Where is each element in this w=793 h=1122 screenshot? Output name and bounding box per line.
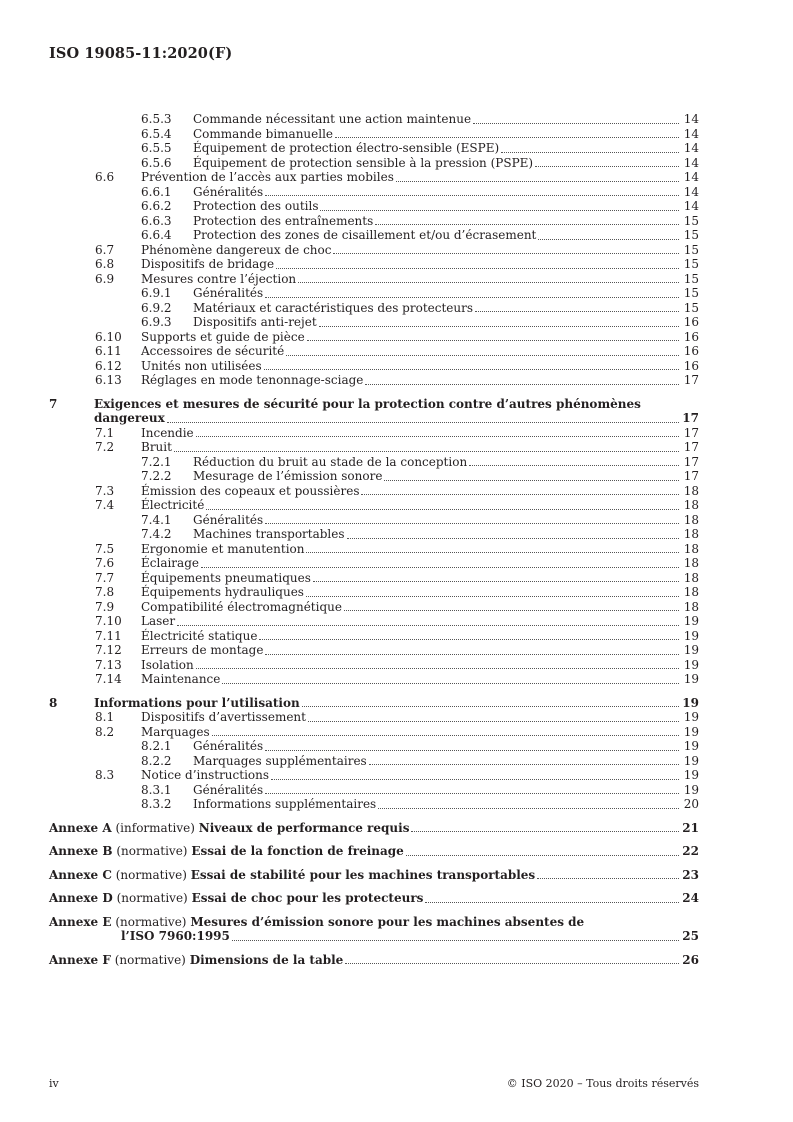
toc-entry[interactable] [49, 199, 699, 214]
spacer [49, 906, 699, 915]
toc-entry[interactable] [49, 739, 699, 754]
toc-title: Incendie [141, 425, 194, 440]
toc-title: Généralités [193, 184, 264, 199]
toc-page: 19 [683, 628, 699, 643]
dot-leader [167, 422, 679, 423]
toc-page: 14 [683, 126, 699, 141]
toc-title: Erreurs de montage [141, 643, 264, 657]
dot-leader [378, 808, 679, 809]
annex-title: l’ISO 7960:1995 [121, 929, 230, 943]
dot-leader [411, 831, 679, 832]
toc-title: Commande nécessitant une action maintenue [193, 112, 472, 126]
toc-entry[interactable] [49, 614, 699, 629]
toc-entry[interactable] [49, 725, 699, 740]
toc-page: 18 [683, 585, 699, 599]
toc-number: 7.10 [95, 614, 122, 628]
spacer [49, 388, 699, 397]
dot-leader [473, 123, 679, 124]
toc-title: Généralités [193, 739, 264, 753]
toc-title: Maintenance [141, 672, 221, 686]
toc-entry[interactable] [49, 344, 699, 359]
toc-number: 6.6 [95, 170, 115, 184]
toc-title: Équipement de protection électro-sensible (ESPE) [193, 141, 500, 155]
toc-page: 18 [683, 512, 699, 527]
dot-leader [535, 166, 679, 167]
toc-entry[interactable] [49, 127, 699, 142]
toc-page: 17 [682, 411, 699, 425]
toc-entry[interactable] [49, 754, 699, 769]
spacer [49, 835, 699, 844]
dot-leader [302, 706, 679, 707]
toc-title: Protection des outils [193, 199, 319, 213]
toc-title: Phénomène dangereux de choc [141, 242, 332, 257]
dot-leader [345, 963, 679, 964]
toc-number: 7.4.1 [141, 512, 172, 527]
toc-number: 6.6.4 [141, 228, 172, 242]
toc-page: 20 [683, 797, 699, 811]
toc-entry[interactable] [49, 658, 699, 673]
toc-title: Matériaux et caractéristiques des protecteurs [193, 300, 474, 315]
toc-title: Mesures contre l’éjection [141, 271, 297, 286]
toc-entry[interactable] [49, 585, 699, 600]
toc-number: 8 [49, 695, 58, 710]
toc-page: 18 [683, 541, 699, 556]
toc-page: 18 [683, 556, 699, 570]
toc-title: Machines transportables [193, 527, 345, 541]
dot-leader [344, 610, 679, 611]
toc-number: 7.4 [95, 498, 115, 512]
dot-leader [286, 355, 679, 356]
toc-page: 14 [683, 199, 699, 213]
toc-number: 7.6 [95, 556, 115, 570]
toc-entry[interactable] [49, 527, 699, 542]
dot-leader [232, 940, 679, 941]
toc-entry[interactable] [49, 768, 699, 783]
toc-page: 18 [683, 570, 699, 585]
toc-number: 8.3.2 [141, 797, 172, 811]
toc-number: 7.14 [95, 672, 122, 686]
dot-leader [369, 764, 679, 765]
toc-number: 6.6.3 [141, 213, 172, 228]
toc-title: Commande bimanuelle [193, 126, 334, 141]
toc-page: 15 [683, 242, 699, 257]
toc-page: 16 [683, 344, 699, 358]
toc-number: 7.2 [95, 440, 115, 454]
toc-page: 14 [683, 141, 699, 155]
dot-leader [222, 683, 679, 684]
toc-annex-f[interactable] [49, 953, 699, 968]
dot-leader [276, 268, 679, 269]
toc-entry[interactable] [49, 783, 699, 798]
toc-number: 7.5 [95, 541, 115, 556]
dot-leader [174, 451, 679, 452]
dot-leader [469, 465, 679, 466]
toc-number: 6.11 [95, 344, 122, 358]
toc-number: 6.9.3 [141, 315, 172, 329]
toc-page: 14 [683, 170, 699, 184]
copyright-notice: © ISO 2020 – Tous droits réservés [506, 1077, 699, 1090]
toc-page: 16 [683, 329, 699, 344]
toc-entry[interactable] [49, 286, 699, 301]
annex-title: Dimensions de la table [189, 952, 344, 967]
annex-label: Annexe F [49, 952, 111, 967]
dot-leader [313, 581, 679, 582]
toc-page: 17 [683, 440, 699, 454]
toc-title: Marquages supplémentaires [193, 753, 367, 768]
dot-leader [259, 639, 679, 640]
toc-page: 14 [683, 184, 699, 199]
toc-number: 6.5.5 [141, 141, 172, 155]
toc-title: Émission des copeaux et poussières [141, 483, 360, 498]
toc-section-8[interactable] [49, 696, 699, 711]
toc-number: 8.2.2 [141, 753, 172, 768]
dot-leader [307, 340, 679, 341]
toc-page: 17 [683, 373, 699, 387]
toc-page: 19 [683, 657, 699, 672]
annex-label: Annexe A [49, 820, 112, 835]
toc-entry[interactable] [49, 141, 699, 156]
toc-title: Électricité [141, 498, 205, 512]
toc-entry[interactable] [49, 214, 699, 229]
toc-page: 19 [683, 614, 699, 628]
dot-leader [212, 735, 679, 736]
annex-label: Annexe B [49, 844, 113, 858]
toc-entry[interactable] [49, 440, 699, 455]
toc-entry[interactable] [49, 710, 699, 725]
table-of-contents [49, 112, 699, 967]
toc-page: 19 [683, 643, 699, 657]
toc-number: 7 [49, 396, 58, 411]
page-number: iv [49, 1077, 59, 1090]
toc-entry[interactable] [49, 156, 699, 171]
dot-leader [264, 369, 679, 370]
toc-number: 6.5.6 [141, 155, 172, 170]
document-id-header: ISO 19085-11:2020(F) [49, 45, 233, 62]
annex-label: Annexe D [49, 891, 113, 905]
toc-number: 8.3 [95, 768, 115, 782]
toc-entry[interactable] [49, 228, 699, 243]
toc-entry[interactable] [49, 469, 699, 484]
toc-number: 7.1 [95, 425, 115, 440]
toc-annex-a[interactable] [49, 821, 699, 836]
annex-label: Annexe C [49, 867, 112, 882]
toc-number: 6.9.1 [141, 286, 172, 300]
dot-leader [298, 282, 679, 283]
toc-title: Généralités [193, 286, 264, 300]
toc-page: 15 [683, 228, 699, 242]
toc-number: 6.8 [95, 257, 115, 271]
toc-page: 19 [683, 768, 699, 782]
toc-title: Marquages [141, 724, 210, 739]
toc-page: 16 [683, 358, 699, 373]
toc-entry[interactable] [49, 330, 699, 345]
toc-entry[interactable] [49, 498, 699, 513]
toc-number: 6.5.3 [141, 112, 172, 126]
annex-title: Niveaux de performance requis [198, 820, 410, 835]
toc-number: 7.2.1 [141, 454, 172, 469]
toc-entry[interactable] [49, 301, 699, 316]
toc-number: 6.12 [95, 358, 122, 373]
toc-page: 15 [683, 271, 699, 286]
toc-title: Ergonomie et manutention [141, 541, 305, 556]
toc-page: 17 [683, 469, 699, 483]
dot-leader [196, 668, 679, 669]
annex-type: (normative) [116, 844, 188, 858]
toc-title: Unités non utilisées [141, 358, 262, 373]
dot-leader [347, 538, 679, 539]
toc-annex-e-cont[interactable] [49, 929, 699, 944]
toc-entry[interactable] [49, 112, 699, 127]
toc-number: 8.3.1 [141, 782, 172, 797]
toc-number: 7.13 [95, 657, 122, 672]
annex-title: Mesures d’émission sonore pour les machines absentes de [190, 914, 585, 929]
toc-page: 18 [683, 498, 699, 512]
toc-entry[interactable] [49, 373, 699, 388]
toc-title: Notice d’instructions [141, 768, 270, 782]
toc-page: 18 [683, 483, 699, 498]
toc-page: 17 [683, 425, 699, 440]
toc-number: 6.7 [95, 242, 115, 257]
toc-title: Exigences et mesures de sécurité pour la protection contre d’autres phénomènes [94, 396, 641, 411]
toc-page: 19 [682, 695, 699, 710]
toc-number: 8.1 [95, 710, 115, 724]
toc-number: 6.6.1 [141, 184, 172, 199]
toc-number: 7.8 [95, 585, 115, 599]
toc-title: Généralités [193, 512, 264, 527]
toc-page: 15 [683, 300, 699, 315]
toc-number: 7.7 [95, 570, 115, 585]
dot-leader [177, 625, 679, 626]
toc-page: 18 [683, 527, 699, 541]
dot-leader [475, 311, 679, 312]
toc-number: 6.13 [95, 373, 122, 387]
toc-number: 8.2 [95, 724, 115, 739]
toc-page: 19 [683, 710, 699, 724]
toc-title: Réglages en mode tenonnage-sciage [141, 373, 364, 387]
toc-page: 26 [682, 952, 699, 967]
toc-page: 15 [683, 286, 699, 300]
dot-leader [265, 523, 679, 524]
toc-annex-d[interactable] [49, 891, 699, 906]
toc-entry[interactable] [49, 359, 699, 374]
toc-page: 19 [683, 724, 699, 739]
toc-number: 6.9 [95, 271, 115, 286]
annex-label: Annexe E [49, 914, 112, 929]
toc-title: Supports et guide de pièce [141, 329, 305, 344]
toc-title: Isolation [141, 657, 194, 672]
toc-entry[interactable] [49, 513, 699, 528]
toc-annex-c[interactable] [49, 868, 699, 883]
annex-type: (normative) [114, 952, 186, 967]
toc-section-7-cont[interactable] [49, 411, 699, 426]
toc-number: 7.4.2 [141, 527, 172, 541]
toc-page: 24 [682, 891, 699, 905]
toc-page: 18 [683, 599, 699, 614]
toc-page: 14 [683, 155, 699, 170]
toc-page: 25 [682, 929, 699, 943]
toc-title: Informations pour l’utilisation [94, 695, 300, 710]
toc-page: 23 [682, 867, 699, 882]
toc-entry[interactable] [49, 571, 699, 586]
toc-entry[interactable] [49, 484, 699, 499]
toc-title: Équipements pneumatiques [141, 570, 311, 585]
toc-entry[interactable] [49, 797, 699, 812]
dot-leader [320, 210, 679, 211]
toc-title: Généralités [193, 782, 264, 797]
toc-annex-b[interactable] [49, 844, 699, 859]
toc-number: 6.6.2 [141, 199, 172, 213]
dot-leader [333, 253, 679, 254]
toc-entry[interactable] [49, 257, 699, 272]
toc-page: 17 [683, 454, 699, 469]
toc-page: 21 [682, 820, 699, 835]
toc-entry[interactable] [49, 542, 699, 557]
toc-number: 7.11 [95, 628, 122, 643]
toc-title: Protection des entraînements [193, 213, 374, 228]
dot-leader [537, 878, 679, 879]
dot-leader [396, 181, 679, 182]
toc-entry[interactable] [49, 600, 699, 615]
toc-title: Accessoires de sécurité [141, 344, 285, 358]
toc-title: Mesurage de l’émission sonore [193, 469, 383, 483]
toc-entry[interactable] [49, 672, 699, 687]
annex-type: (informative) [115, 820, 195, 835]
spacer [49, 812, 699, 821]
spacer [49, 882, 699, 891]
toc-entry[interactable] [49, 185, 699, 200]
dot-leader [201, 567, 679, 568]
toc-entry[interactable] [49, 426, 699, 441]
dot-leader [206, 509, 679, 510]
toc-title: Éclairage [141, 556, 199, 570]
dot-leader [265, 297, 679, 298]
toc-title: Bruit [141, 440, 172, 454]
toc-title: Dispositifs anti-rejet [193, 315, 317, 329]
toc-entry[interactable] [49, 315, 699, 330]
toc-number: 6.9.2 [141, 300, 172, 315]
dot-leader [425, 902, 679, 903]
annex-title: Essai de choc pour les protecteurs [191, 891, 424, 905]
spacer [49, 859, 699, 868]
toc-title: Équipements hydrauliques [141, 585, 304, 599]
toc-page: 15 [683, 257, 699, 271]
toc-page: 19 [683, 672, 699, 686]
toc-page: 19 [683, 782, 699, 797]
toc-title: Protection des zones de cisaillement et/ou d’écrasement [193, 228, 537, 242]
annex-type: (normative) [115, 867, 187, 882]
toc-title: Informations supplémentaires [193, 797, 377, 811]
dot-leader [384, 480, 679, 481]
dot-leader [319, 326, 679, 327]
dot-leader [306, 596, 679, 597]
toc-page: 19 [683, 753, 699, 768]
toc-page: 19 [683, 739, 699, 753]
toc-entry[interactable] [49, 170, 699, 185]
annex-type: (normative) [116, 891, 188, 905]
toc-title: Prévention de l’accès aux parties mobiles [141, 170, 394, 184]
dot-leader [538, 239, 679, 240]
toc-number: 6.5.4 [141, 126, 172, 141]
dot-leader [406, 855, 679, 856]
dot-leader [375, 224, 679, 225]
toc-title: Équipement de protection sensible à la pression (PSPE) [193, 155, 534, 170]
toc-page: 15 [683, 213, 699, 228]
toc-entry[interactable] [49, 643, 699, 658]
annex-type: (normative) [115, 914, 187, 929]
dot-leader [501, 152, 679, 153]
dot-leader [265, 195, 679, 196]
toc-title: Laser [141, 614, 176, 628]
dot-leader [306, 552, 679, 553]
toc-number: 7.9 [95, 599, 115, 614]
dot-leader [271, 779, 679, 780]
toc-page: 16 [683, 315, 699, 329]
toc-title: Dispositifs de bridage [141, 257, 275, 271]
toc-entry[interactable] [49, 629, 699, 644]
dot-leader [265, 750, 679, 751]
dot-leader [361, 494, 679, 495]
toc-entry[interactable] [49, 556, 699, 571]
toc-page: 22 [682, 844, 699, 858]
toc-entry[interactable] [49, 243, 699, 258]
dot-leader [265, 654, 679, 655]
toc-number: 6.10 [95, 329, 122, 344]
toc-page: 14 [683, 112, 699, 126]
toc-number: 7.3 [95, 483, 115, 498]
dot-leader [308, 721, 679, 722]
toc-title: dangereux [94, 411, 165, 425]
toc-annex-e[interactable] [49, 915, 699, 930]
spacer [49, 944, 699, 953]
annex-title: Essai de stabilité pour les machines transportables [190, 867, 536, 882]
toc-entry[interactable] [49, 455, 699, 470]
toc-entry[interactable] [49, 272, 699, 287]
toc-title: Dispositifs d’avertissement [141, 710, 306, 724]
toc-title: Électricité statique [141, 628, 258, 643]
annex-title: Essai de la fonction de freinage [191, 844, 404, 858]
dot-leader [196, 436, 679, 437]
toc-section-7[interactable] [49, 397, 699, 412]
dot-leader [265, 793, 679, 794]
dot-leader [365, 384, 679, 385]
spacer [49, 687, 699, 696]
toc-number: 7.2.2 [141, 469, 172, 483]
dot-leader [335, 137, 679, 138]
toc-title: Réduction du bruit au stade de la conception [193, 454, 468, 469]
toc-title: Compatibilité électromagnétique [141, 599, 342, 614]
toc-number: 8.2.1 [141, 739, 172, 753]
toc-number: 7.12 [95, 643, 122, 657]
